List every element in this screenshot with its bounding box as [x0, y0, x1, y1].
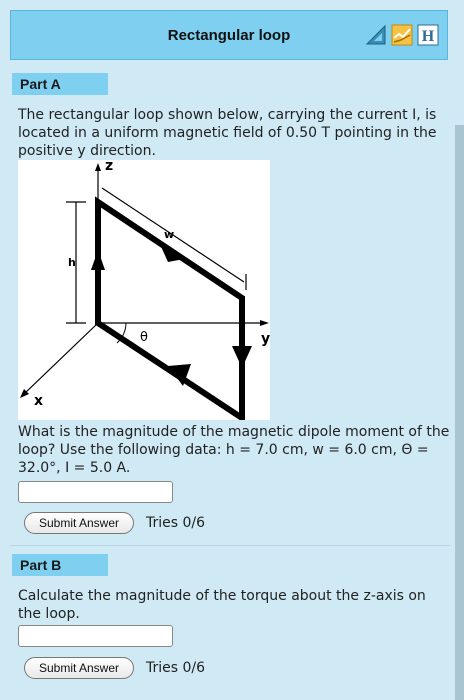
part-b-answer-input[interactable]	[18, 625, 173, 647]
title-bar	[10, 10, 448, 60]
part-a-intro: The rectangular loop shown below, carrying the current I, is located in a uniform magnetic field of 0.50 T pointing in the positive y direction.	[18, 107, 437, 159]
part-a-answer-input[interactable]	[18, 481, 173, 503]
triangle-ruler-icon[interactable]	[365, 24, 387, 46]
header-icons	[365, 24, 439, 46]
svg-text:H: H	[421, 28, 435, 45]
h-label: h	[68, 256, 76, 269]
checkmark-graph-icon[interactable]	[391, 24, 413, 46]
page-title: Rectangular loop	[167, 27, 291, 44]
part-a-question: What is the magnitude of the magnetic dipole moment of the loop? Use the following data: h = 7.0 cm, w = 6.0 cm, Θ = 32.0°, I = 5.0 A.	[18, 424, 450, 476]
part-a-label: Part A	[12, 73, 108, 95]
part-b-question: Calculate the magnitude of the torque about the z-axis on the loop.	[18, 588, 426, 622]
hint-h-icon[interactable]	[417, 24, 439, 46]
theta-label: θ	[140, 330, 148, 345]
part-b-label: Part B	[12, 554, 108, 576]
part-b-submit-button[interactable]: Submit Answer	[24, 657, 134, 679]
loop-figure	[18, 160, 270, 420]
part-a-tries: Tries 0/6	[146, 515, 206, 531]
y-axis-label: y	[261, 331, 270, 347]
x-axis-label: x	[34, 393, 44, 409]
scrollbar[interactable]	[455, 125, 464, 700]
part-a-submit-button[interactable]: Submit Answer	[24, 512, 134, 534]
z-axis-label: z	[105, 160, 114, 174]
w-label: w	[164, 228, 175, 241]
part-b-tries: Tries 0/6	[146, 660, 206, 676]
part-separator	[10, 545, 450, 546]
